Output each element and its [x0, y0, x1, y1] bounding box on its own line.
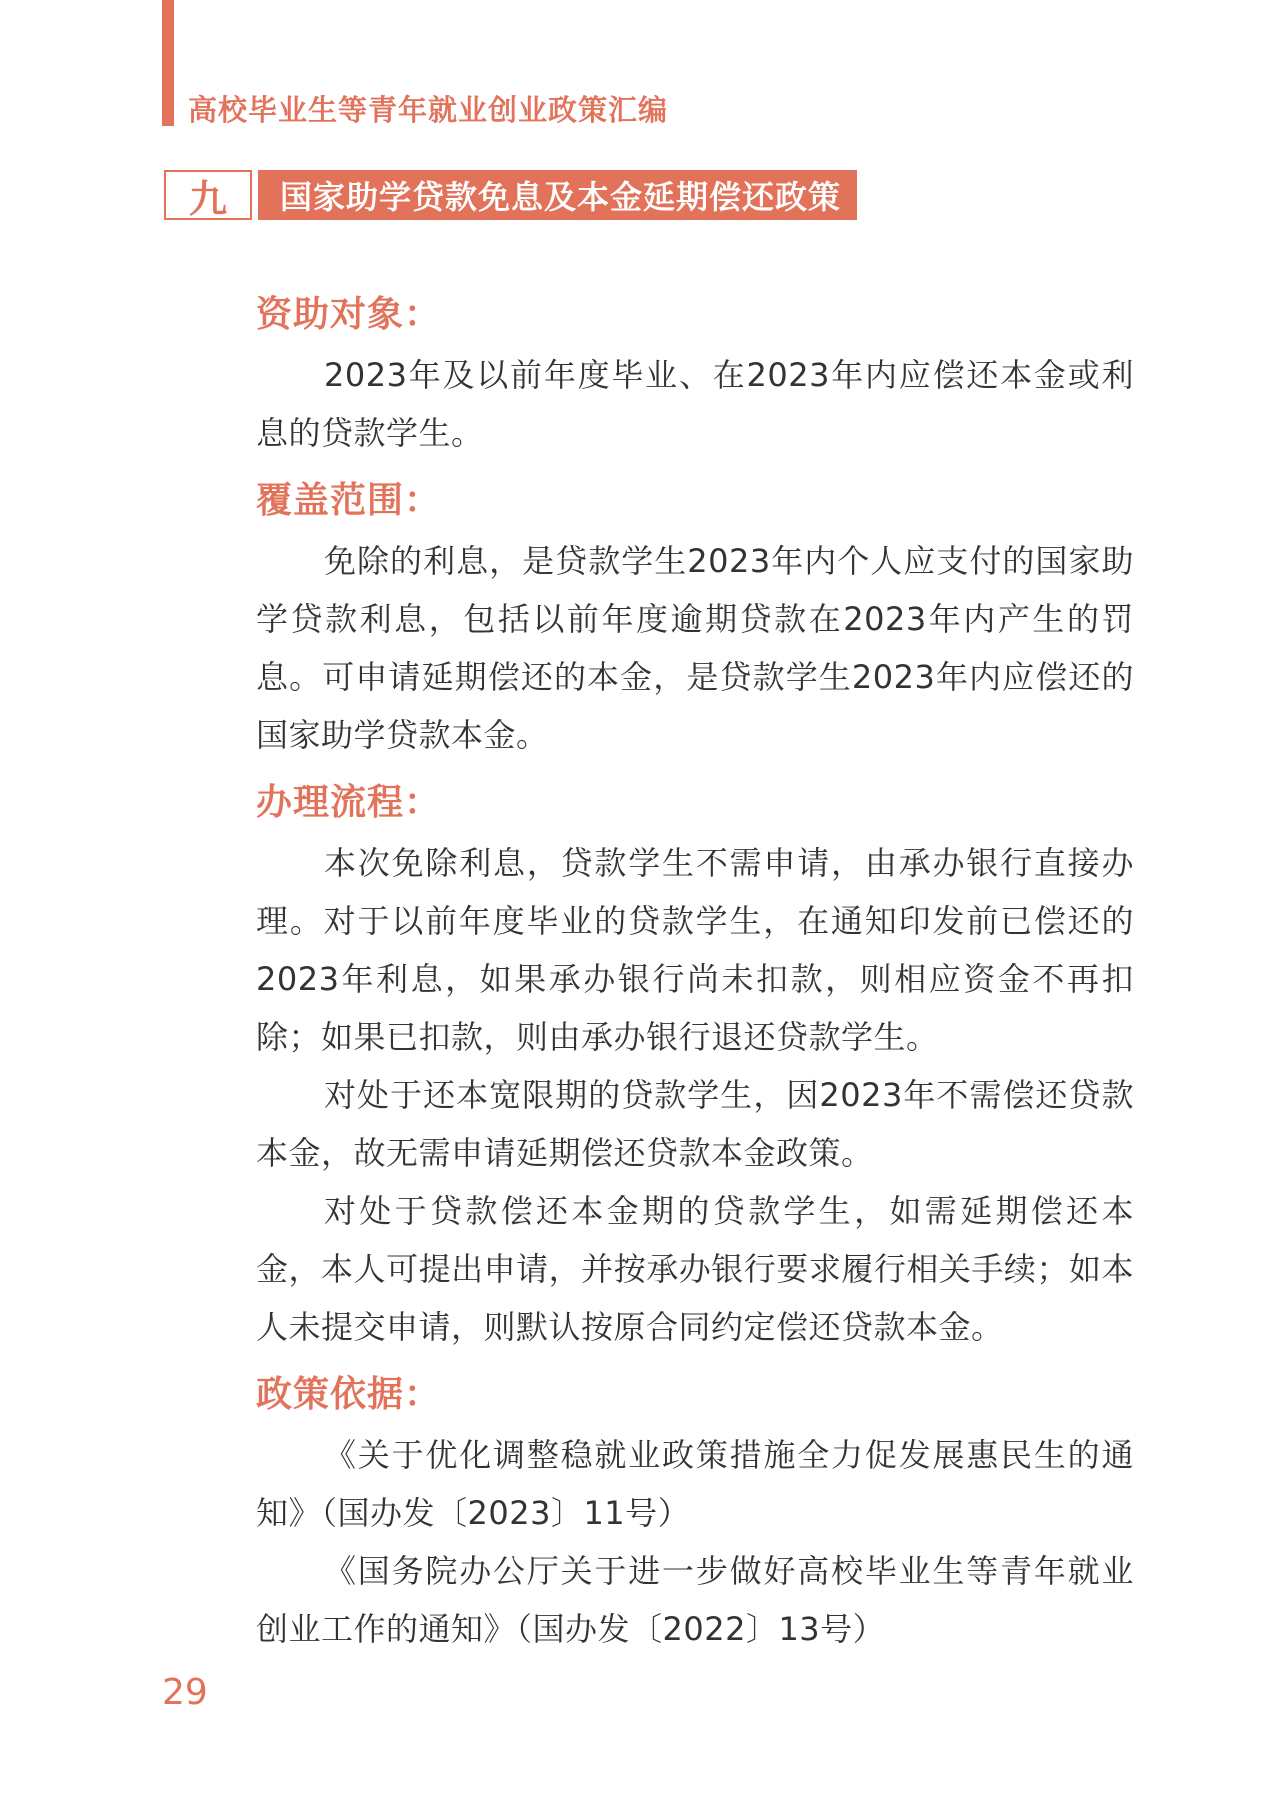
section-process [256, 778, 1134, 1356]
section-heading: 资助对象： [256, 294, 442, 335]
paragraph: 对处于还本宽限期的贷款学生，因2023年不需偿还贷款本金，故无需申请延期偿还贷款本金政策。 [256, 1076, 1134, 1172]
chapter-number: 九 [164, 170, 252, 220]
section-heading: 政策依据： [256, 1374, 442, 1415]
paragraph: 本次免除利息，贷款学生不需申请，由承办银行直接办理。对于以前年度毕业的贷款学生，在通知印发前已偿还的2023年利息，如果承办银行尚未扣款，则相应资金不再扣除；如果已扣款，则由承办银行退还贷款学生。 [256, 844, 1134, 1056]
chapter-banner [164, 170, 857, 220]
paragraph: 对处于贷款偿还本金期的贷款学生，如需延期偿还本金，本人可提出申请，并按承办银行要求履行相关手续；如本人未提交申请，则默认按原合同约定偿还贷款本金。 [256, 1192, 1134, 1346]
section-policy-basis [256, 1370, 1134, 1658]
paragraph: 《关于优化调整稳就业政策措施全力促发展惠民生的通知》（国办发〔2023〕11号） [256, 1436, 1134, 1532]
section-coverage [256, 476, 1134, 764]
page-body [256, 290, 1134, 1672]
paragraph: 免除的利息，是贷款学生2023年内个人应支付的国家助学贷款利息，包括以前年度逾期贷款在2023年内产生的罚息。可申请延期偿还的本金，是贷款学生2023年内应偿还的国家助学贷款本金。 [256, 542, 1134, 754]
paragraph: 2023年及以前年度毕业、在2023年内应偿还本金或利息的贷款学生。 [256, 356, 1134, 452]
section-funding-target [256, 290, 1134, 462]
chapter-title: 国家助学贷款免息及本金延期偿还政策 [258, 170, 857, 220]
header-accent-bar [162, 0, 174, 126]
section-heading: 办理流程： [256, 782, 442, 823]
section-heading: 覆盖范围： [256, 480, 442, 521]
paragraph: 《国务院办公厅关于进一步做好高校毕业生等青年就业创业工作的通知》（国办发〔2022〕13号） [256, 1552, 1134, 1648]
page-number: 29 [162, 1672, 208, 1713]
running-title: 高校毕业生等青年就业创业政策汇编 [188, 93, 669, 127]
